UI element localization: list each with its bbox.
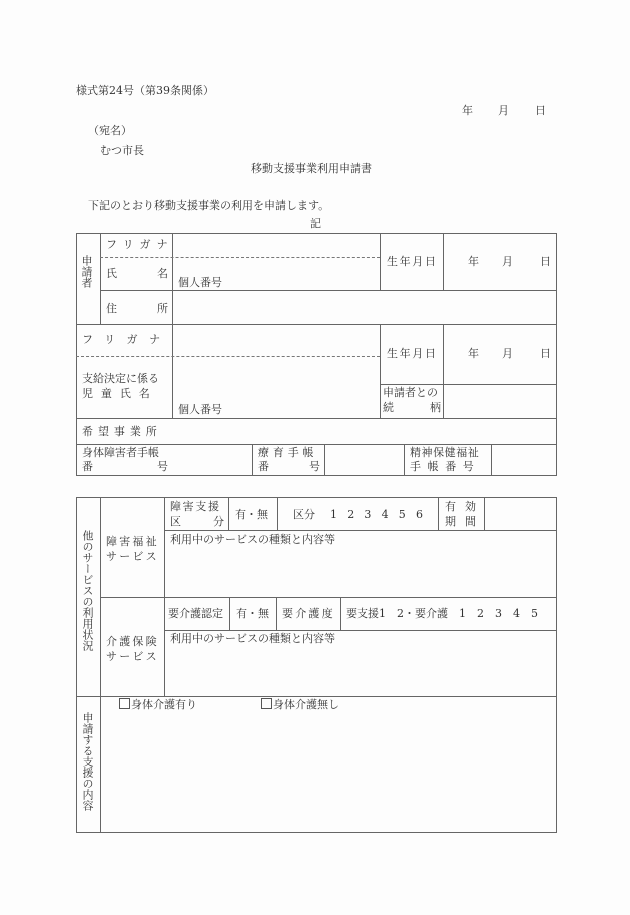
grid-line <box>76 444 557 445</box>
relation-input[interactable] <box>445 386 555 417</box>
grid-line <box>277 497 278 530</box>
valid-period-d: 間 <box>465 515 476 528</box>
relation-label-b: 柄 <box>430 401 441 414</box>
applicant-address-input[interactable] <box>174 292 554 323</box>
grid-line <box>484 497 485 530</box>
valid-period-c: 期 <box>445 515 456 528</box>
child-furigana-input[interactable] <box>174 326 378 355</box>
grid-line <box>76 696 557 697</box>
support-class-label-b: 分 <box>213 515 224 528</box>
grid-line <box>443 233 444 290</box>
date-day-label: 日 <box>535 104 546 117</box>
grid-line <box>276 597 277 630</box>
other-services-section-label: 他のサービスの利用状況 <box>81 530 94 651</box>
relation-label-a: 続 <box>383 401 394 414</box>
grid-line <box>324 444 325 476</box>
child-name-input[interactable] <box>174 358 378 401</box>
care-level-label: 要介護度 <box>282 607 335 620</box>
child-individual-number-input[interactable] <box>226 403 378 417</box>
care-level-options[interactable]: 要支援1 2・要介護 1 2 3 4 5 <box>346 607 538 620</box>
grid-line <box>380 384 557 385</box>
mental-handbook-label-line2: 手帳番号 <box>410 460 481 473</box>
table-border <box>556 233 557 476</box>
requested-support-section-label: 申請する支援の内容 <box>81 712 94 811</box>
care-services-label-line1: 介護保険 <box>106 635 159 648</box>
child-individual-number-label: 個人番号 <box>178 403 222 416</box>
applicant-birthdate-label: 生年月日 <box>387 255 438 268</box>
physical-handbook-label-b: 号 <box>157 460 168 473</box>
care-services-in-use-input[interactable] <box>166 648 554 694</box>
child-name-label-line2: 児童氏名 <box>82 387 158 400</box>
desired-office-label: 希望事業所 <box>82 425 162 438</box>
applicant-furigana-input[interactable] <box>174 235 378 256</box>
physical-handbook-input[interactable] <box>174 446 250 474</box>
table-border <box>76 475 557 476</box>
grid-line <box>443 324 444 419</box>
grid-line <box>340 597 341 630</box>
page-title: 移動支援事業利用申請書 <box>251 162 372 175</box>
applicant-furigana-label: フリガナ <box>106 238 174 251</box>
grid-line <box>76 324 557 325</box>
child-birth-month: 月 <box>502 347 513 360</box>
child-birth-day: 日 <box>540 347 551 360</box>
welfare-services-in-use-label: 利用中のサービスの種類と内容等 <box>170 533 335 546</box>
relation-label-line1: 申請者との <box>383 386 438 399</box>
applicant-individual-number-label: 個人番号 <box>178 276 222 289</box>
class-label: 区分 <box>293 508 315 521</box>
form-number: 様式第24号（第39条関係） <box>76 84 214 97</box>
table-border <box>76 233 77 476</box>
grid-line <box>252 444 253 476</box>
grid-line <box>380 324 381 419</box>
applicant-address-label-2: 所 <box>157 302 168 315</box>
class-option[interactable]: 2 <box>347 508 355 521</box>
ryoiku-handbook-input[interactable] <box>326 446 402 474</box>
class-option[interactable]: 6 <box>415 508 423 521</box>
grid-line <box>404 444 405 476</box>
requested-support-input[interactable] <box>104 716 554 830</box>
option-with-physical-care-label: 身体介護有り <box>131 698 197 711</box>
desired-office-input[interactable] <box>174 420 554 443</box>
ryoiku-handbook-label-a: 番 <box>258 460 269 473</box>
care-cert-yes-no[interactable]: 有・無 <box>236 607 269 620</box>
care-cert-label: 要介護認定 <box>168 607 223 620</box>
class-option[interactable]: 5 <box>398 508 406 521</box>
valid-period-b: 効 <box>465 500 476 513</box>
mental-handbook-label-line1: 精神保健福祉 <box>410 446 480 459</box>
grid-line <box>228 497 229 530</box>
care-services-label-line2: サービス <box>106 650 159 663</box>
grid-line <box>229 597 230 630</box>
grid-line <box>100 290 557 291</box>
physical-handbook-label-line1: 身体障害者手帳 <box>82 446 159 459</box>
child-birthdate-label: 生年月日 <box>387 347 438 360</box>
table-border <box>76 233 557 234</box>
grid-line <box>164 530 557 531</box>
welfare-services-in-use-input[interactable] <box>166 548 554 595</box>
valid-period-a: 有 <box>445 500 456 513</box>
applicant-birth-month: 月 <box>502 255 513 268</box>
applicant-individual-number-input[interactable] <box>226 276 378 289</box>
ryoiku-handbook-label-line1: 療育手帳 <box>258 446 318 459</box>
class-option[interactable]: 1 <box>330 508 337 521</box>
table-border <box>76 497 77 833</box>
applicant-name-input[interactable] <box>174 259 378 275</box>
addressee-label: （宛名） <box>88 124 132 137</box>
checkbox[interactable] <box>261 698 272 709</box>
child-birth-year: 年 <box>468 347 479 360</box>
grid-line <box>76 418 557 419</box>
class-option[interactable]: 3 <box>364 508 372 521</box>
applicant-address-label-1: 住 <box>106 302 117 315</box>
intro-text: 下記のとおり移動支援事業の利用を申請します。 <box>88 199 330 212</box>
table-border <box>556 497 557 833</box>
support-class-label-line1: 障害支援 <box>170 500 221 513</box>
physical-handbook-label-a: 番 <box>82 460 93 473</box>
welfare-services-label-line1: 障害福祉 <box>106 535 159 548</box>
option-with-physical-care[interactable] <box>119 698 197 712</box>
applicant-name-label-2: 名 <box>157 267 168 280</box>
ryoiku-handbook-label-b: 号 <box>309 460 320 473</box>
grid-line <box>172 233 173 419</box>
applicant-section-label: 申請者 <box>80 255 93 288</box>
grid-line <box>380 233 381 290</box>
welfare-services-label-line2: サービス <box>106 550 159 563</box>
support-class-label-a: 区 <box>170 515 181 528</box>
table-border <box>76 832 557 833</box>
class-option[interactable]: 4 <box>381 508 389 521</box>
child-name-label-line1: 支給決定に係る <box>82 372 159 385</box>
mental-handbook-input[interactable] <box>493 446 554 474</box>
date-month-label: 月 <box>498 104 509 117</box>
checkbox[interactable] <box>119 698 130 709</box>
option-without-physical-care-label: 身体介護無し <box>273 698 339 711</box>
applicant-name-label-1: 氏 <box>106 267 117 280</box>
dashed-separator <box>76 356 380 357</box>
care-services-in-use-label: 利用中のサービスの種類と内容等 <box>170 632 335 645</box>
support-class-yes-no[interactable]: 有・無 <box>235 508 268 521</box>
grid-line <box>164 630 557 631</box>
class-options <box>330 508 423 521</box>
applicant-birth-year: 年 <box>468 255 479 268</box>
grid-line <box>100 233 101 325</box>
dashed-separator <box>100 257 380 258</box>
grid-line <box>100 497 101 833</box>
option-without-physical-care[interactable] <box>261 698 339 712</box>
valid-period-input[interactable] <box>486 499 554 529</box>
grid-line <box>491 444 492 476</box>
grid-line <box>100 597 557 598</box>
child-furigana-label: フリガナ <box>82 333 172 346</box>
addressee: むつ市長 <box>100 144 144 157</box>
applicant-birth-day: 日 <box>540 255 551 268</box>
ki-label: 記 <box>310 217 321 230</box>
date-year-label: 年 <box>462 104 473 117</box>
grid-line <box>438 497 439 530</box>
